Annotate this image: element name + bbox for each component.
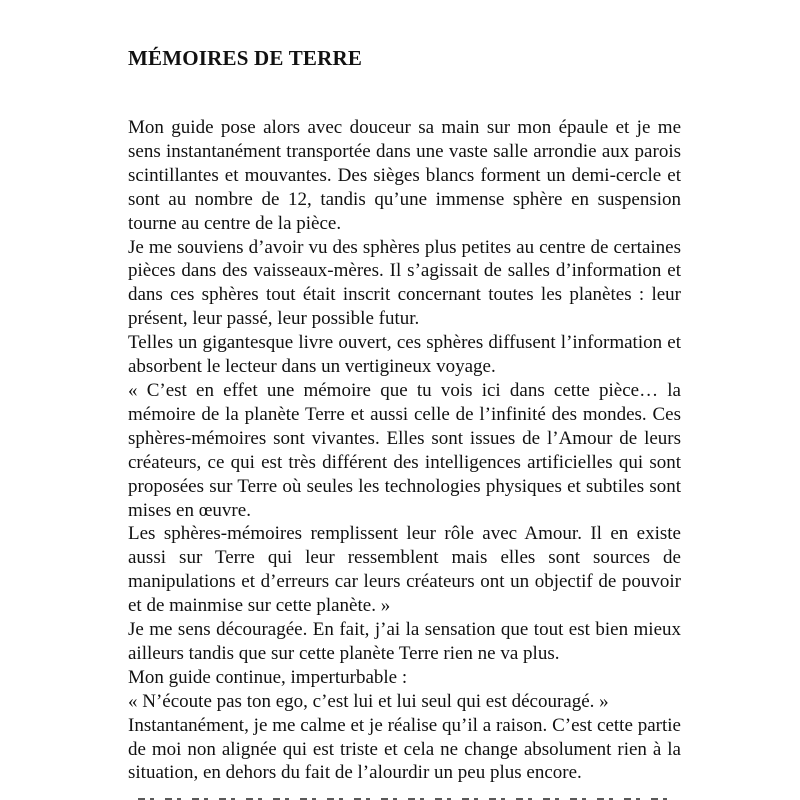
paragraph-6: Je me sens découragée. En fait, j’ai la sensation que tout est bien mieux ailleurs tandis que sur cette planète Terre rien ne va plus. <box>128 619 681 664</box>
paragraph-9: Instantanément, je me calme et je réalise qu’il a raison. C’est cette partie de moi non alignée qui est triste et cela ne change absolument rien à la situation, en dehors du fait de l’alourdir un peu plus encore. <box>128 714 681 784</box>
paragraph-4: « C’est en effet une mémoire que tu vois ici dans cette pièce… la mémoire de la planète Terre et aussi celle de l’infinité des mondes. Ces sphères-mémoires sont vivantes. Elles sont issues de l’Amour de leurs créateurs, ce qui est très différent des intelligences artificielles qui sont proposées sur Terre où seules les technologies physiques et subtiles sont mises en œuvre. <box>128 379 681 521</box>
paragraph-5: Les sphères-mémoires remplissent leur rôle avec Amour. Il en existe aussi sur Terre qui leur ressemblent mais elles sont sources de manipulations et d’erreurs car leurs créateurs ont un objectif de pouvoir et de mainmise sur cette planète. » <box>128 523 681 617</box>
paragraph-1: Mon guide pose alors avec douceur sa main sur mon épaule et je me sens instantanément transportée dans une vaste salle arrondie aux parois scintillantes et mouvantes. Des sièges blancs forment un demi-cercle et sont au nombre de 12, tandis qu’une immense sphère en suspension tourne au centre de la pièce. <box>128 117 681 234</box>
cropped-text-line <box>138 792 678 800</box>
paragraph-2: Je me souviens d’avoir vu des sphères plus petites au centre de certaines pièces dans des vaisseaux-mères. Il s’agissait de salles d’information et dans ces sphères tout était inscrit concernant toutes les planètes : leur présent, leur passé, leur possible futur. <box>128 236 681 330</box>
body-text <box>128 116 681 785</box>
paragraph-8: « N’écoute pas ton ego, c’est lui et lui seul qui est découragé. » <box>128 690 609 712</box>
paragraph-7: Mon guide continue, imperturbable : <box>128 666 408 688</box>
paragraph-3: Telles un gigantesque livre ouvert, ces sphères diffusent l’information et absorbent le lecteur dans un vertigineux voyage. <box>128 332 681 378</box>
chapter-title: MÉMOIRES DE TERRE <box>128 46 363 70</box>
